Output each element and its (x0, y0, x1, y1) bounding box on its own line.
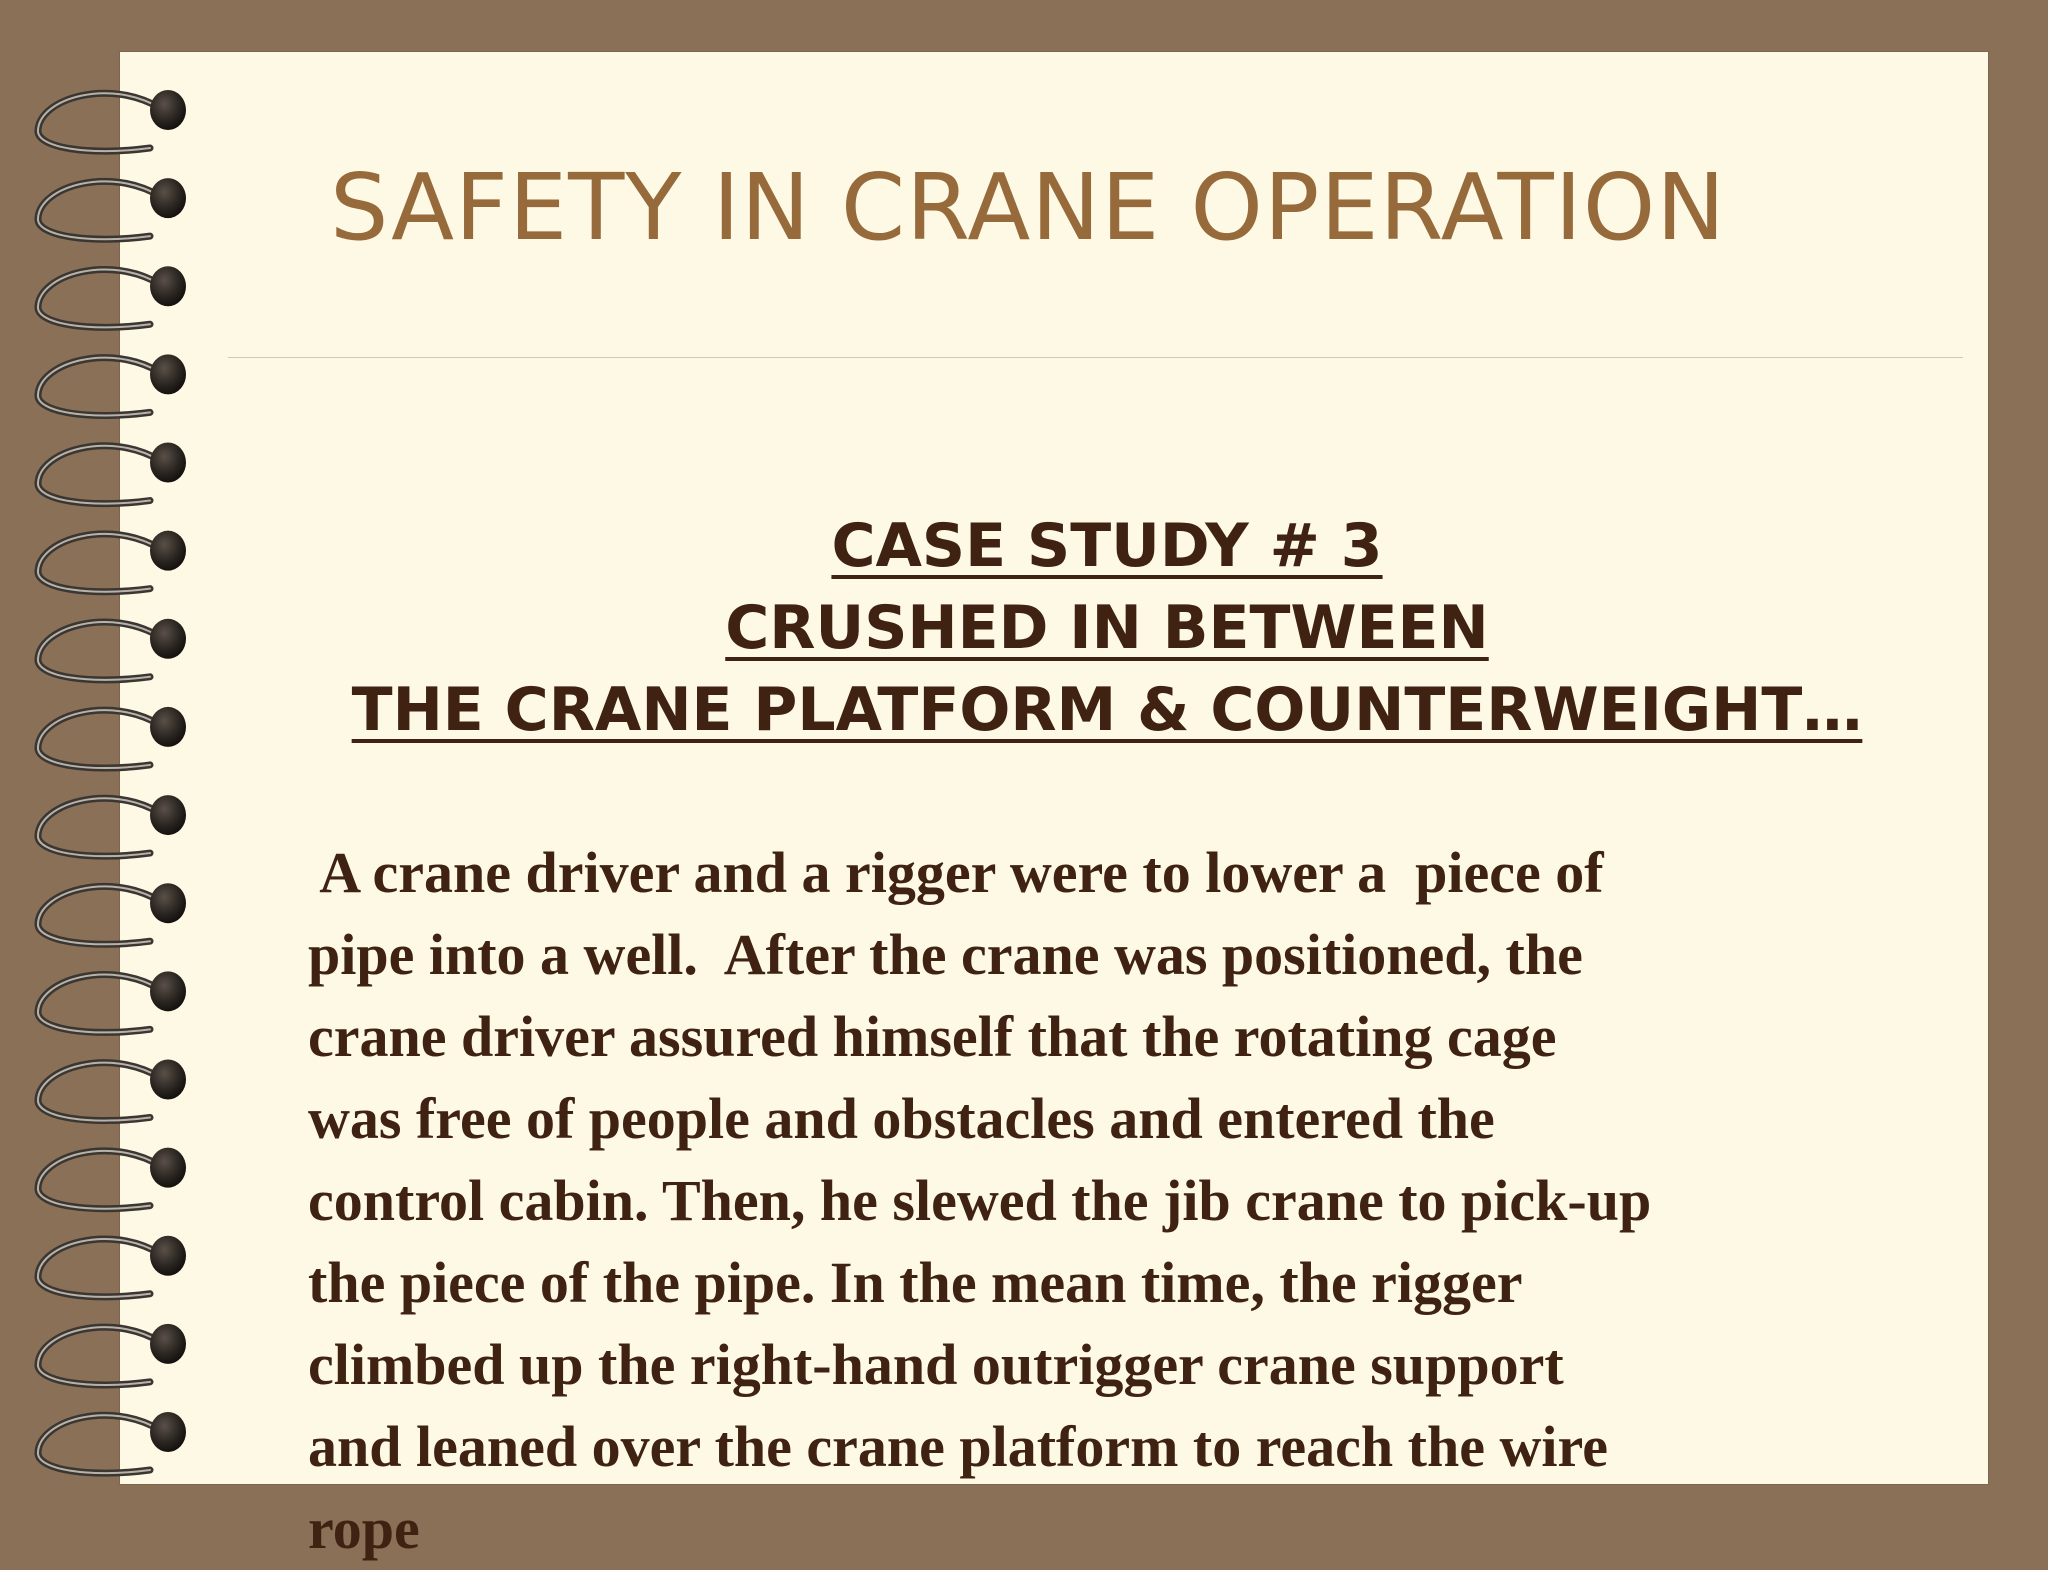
case-study-heading (310, 505, 1904, 751)
case-description (308, 832, 1948, 1570)
title-divider (228, 357, 1963, 358)
case-study-subtitle-line2: THE CRANE PLATFORM & COUNTERWEIGHT… (351, 675, 1863, 745)
description-line: A crane driver and a rigger were to lower a piece of (308, 840, 1604, 905)
description-line: the piece of the pipe. In the mean time, the rigger (308, 1250, 1523, 1315)
description-line: was free of people and obstacles and entered the (308, 1086, 1495, 1151)
case-study-subtitle-line1: CRUSHED IN BETWEEN (725, 593, 1489, 663)
description-line: crane driver assured himself that the rotating cage (308, 1004, 1557, 1069)
description-line: and leaned over the crane platform to reach the wire (308, 1414, 1608, 1479)
description-line: pipe into a well. After the crane was positioned, the (308, 922, 1583, 987)
description-line: rope (308, 1496, 420, 1561)
case-study-number: CASE STUDY # 3 (831, 511, 1383, 581)
slide-title: SAFETY IN CRANE OPERATION (330, 154, 1727, 261)
description-line: climbed up the right-hand outrigger crane support (308, 1332, 1564, 1397)
description-line: control cabin. Then, he slewed the jib crane to pick-up (308, 1168, 1652, 1233)
